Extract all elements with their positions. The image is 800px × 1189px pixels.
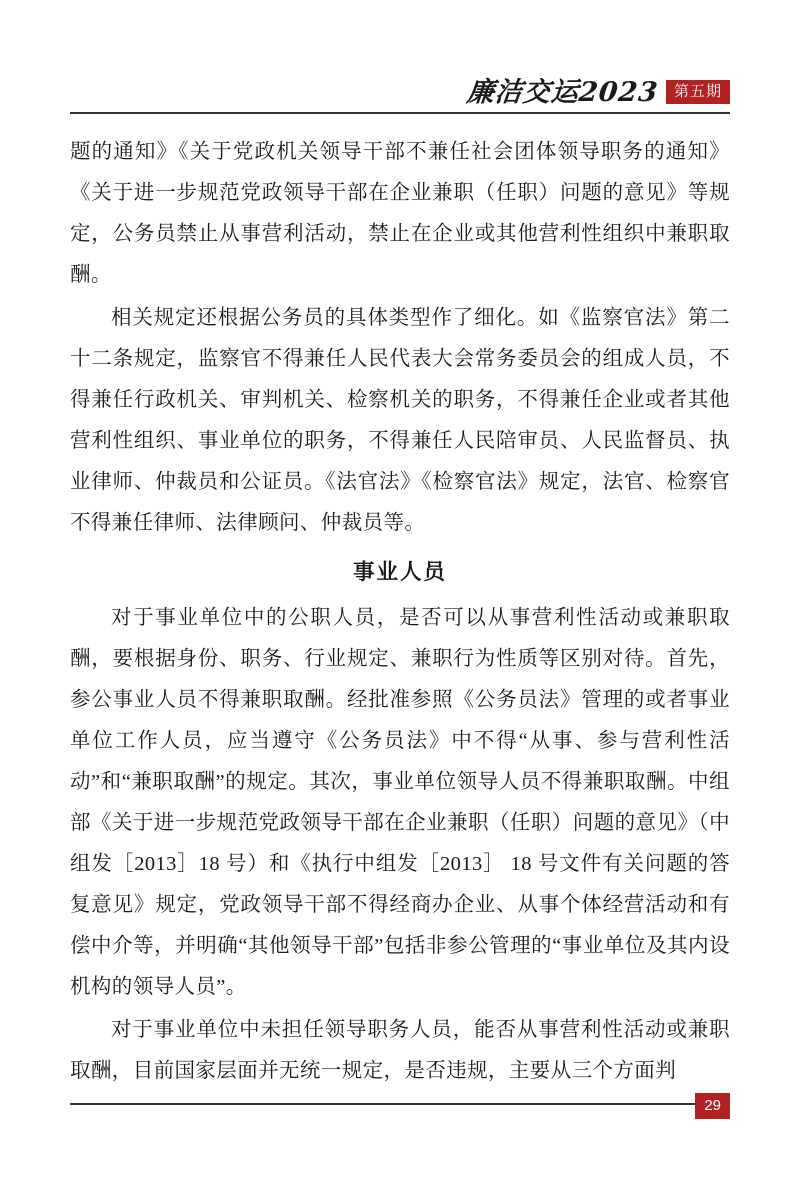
paragraph: 对于事业单位中未担任领导职务人员，能否从事营利性活动或兼职取酬，目前国家层面并无统一规定，是否违规，主要从三个方面判 bbox=[70, 1019, 730, 1082]
page-footer bbox=[70, 1093, 730, 1119]
page-header bbox=[70, 60, 730, 120]
header-title-group bbox=[70, 60, 730, 106]
page-content bbox=[70, 132, 730, 1094]
issue-badge: 第五期 bbox=[666, 80, 730, 104]
page-number-badge: 29 bbox=[695, 1093, 730, 1119]
paragraph: 相关规定还根据公务员的具体类型作了细化。如《监察官法》第二十二条规定，监察官不得兼任人民代表大会常务委员会的组成人员，不得兼任行政机关、审判机关、检察机关的职务，不得兼任企业或者其他营利性组织、事业单位的职务，不得兼任人民陪审员、人民监督员、执业律师、仲裁员和公证员。《法官法》《检察官法》规定，法官、检察官不得兼任律师、法律顾问、仲裁员等。 bbox=[70, 307, 730, 534]
paragraph: 对于事业单位中的公职人员，是否可以从事营利性活动或兼职取酬，要根据身份、职务、行业规定、兼职行为性质等区别对待。首先，参公事业人员不得兼职取酬。经批准参照《公务员法》管理的或者事业单位工作人员，应当遵守《公务员法》中不得“从事、参与营利性活动”和“兼职取酬”的规定。其次，事业单位领导人员不得兼职取酬。中组部《关于进一步规范党政领导干部在企业兼职（任职）问题的意见》（中组发［2013］18 号）和《执行中组发［2013］ 18 号文件有关问题的答复意见》规定，党政领导干部不得经商办企业、从事个体经营活动和有偿中介等，并明确“其他领导干部”包括非参公管理的“事业单位及其内设机构的领导人员”。 bbox=[70, 607, 730, 998]
header-divider bbox=[70, 112, 730, 114]
publication-title: 廉洁交运2023 bbox=[465, 77, 660, 108]
section-heading: 事业人员 bbox=[352, 560, 447, 584]
footer-divider bbox=[70, 1103, 730, 1105]
paragraph: 题的通知》《关于党政机关领导干部不兼任社会团体领导职务的通知》《关于进一步规范党政领导干部在企业兼职（任职）问题的意见》等规定，公务员禁止从事营利活动，禁止在企业或其他营利性组织中兼职取酬。 bbox=[70, 141, 730, 286]
